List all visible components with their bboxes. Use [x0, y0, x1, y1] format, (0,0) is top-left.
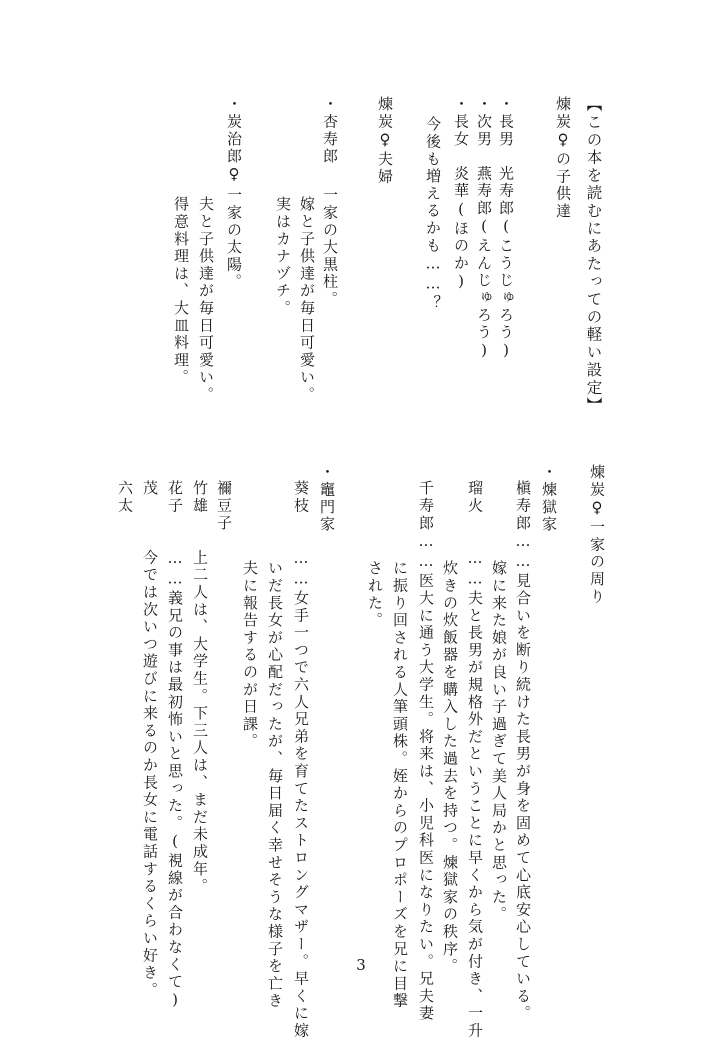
child-eldest-daughter: ・長女 炎華(ほのか) — [452, 96, 470, 293]
kyojuro-line-3: 実はカナヅチ。 — [274, 196, 292, 318]
child-second-son: ・次男 燕寿郎(えんじゅろう) — [475, 96, 493, 362]
kyojuro-line-2: 嫁と子供達が毎日可愛い。 — [298, 196, 316, 404]
children-heading: 煉炭♀の子供達 — [554, 96, 572, 221]
tanjiro-name: ・炭治郎♀ — [225, 96, 243, 186]
tanjiro-line-1: 一家の太陽。 — [225, 187, 243, 291]
takeo-entry: 竹雄 上二人は、大学生。下三人は、まだ未成年。 — [191, 480, 209, 896]
kyojuro-name: ・杏寿郎 — [321, 96, 339, 166]
tanjiro-line-2: 夫と子供達が毎日可愛い。 — [197, 196, 215, 404]
kie-entry-cont: いだ長女が心配だったが、毎日届く幸せそうな様子を亡き — [266, 560, 284, 1010]
children-note: 今後も増えるかも……？ — [424, 116, 442, 313]
ruka-entry: 瑠火 ……夫と長男が規格外だということに早くから気が付き、一升 — [466, 480, 484, 1040]
ruka-entry-cont: 炊きの炊飯器を購入した過去を持つ。煉獄家の秩序。 — [441, 560, 459, 976]
hanako-entry: 花子 ……義兄の事は最初怖いと思った。(視線が合わなくて) — [166, 480, 184, 1011]
shigeru-entry: 茂 今では次いつ遊びに来るのか長女に電話するくらい好き。 — [141, 480, 159, 999]
page-number: 3 — [356, 956, 366, 974]
family-heading: 煉炭♀一家の周り — [588, 464, 606, 606]
senjuro-entry-cont: に振り回される人筆頭株。姪からのプロポーズを兄に目撃 — [391, 560, 409, 1010]
kyojuro-line-1: 一家の大黒柱。 — [321, 187, 339, 309]
senjuro-entry-end: された。 — [366, 560, 384, 630]
kamado-heading: ・竈門家 — [318, 464, 336, 534]
kie-entry-end: 夫に報告するのが日課。 — [241, 560, 259, 751]
page-title: 【この本を読むにあたっての軽い設定】 — [584, 96, 603, 415]
child-eldest-son: ・長男 光寿郎(こうじゅろう) — [497, 96, 515, 362]
shinjuro-entry-cont: 嫁に来た娘が良い子過ぎて美人局かと思った。 — [490, 560, 508, 924]
couple-heading: 煉炭♀夫婦 — [376, 96, 394, 186]
rengoku-heading: ・煉獄家 — [540, 464, 558, 534]
tanjiro-line-3: 得意料理は、大皿料理。 — [172, 196, 190, 387]
kie-entry: 葵枝 ……女手一つで六人兄弟を育てたストロングマザー。早くに嫁 — [292, 480, 310, 1040]
rokuta-entry: 六太 — [116, 480, 134, 515]
senjuro-entry: 千寿郎……医大に通う大学生。将来は、小児科医になりたい。兄夫妻 — [417, 480, 435, 1023]
nezuko-entry: 禰豆子 — [215, 480, 233, 532]
shinjuro-entry: 槇寿郎……見合いを断り続けた長男が身を固めて心底安心している。 — [514, 480, 532, 1023]
